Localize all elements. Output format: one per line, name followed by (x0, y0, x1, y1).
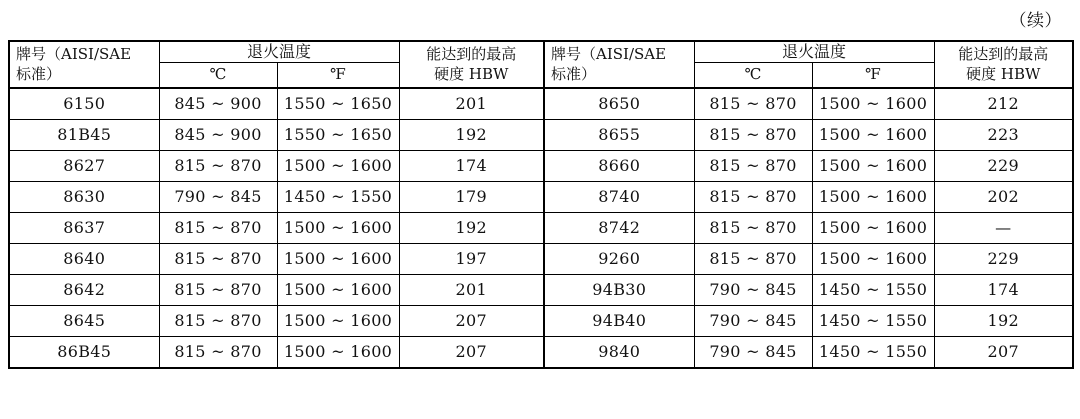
cell-grade-left: 8645 (9, 306, 159, 337)
cell-hbw-left: 192 (399, 213, 544, 244)
header-anneal-temp-left: 退火温度 (159, 41, 399, 63)
header-hardness-left-line2: 硬度 HBW (434, 64, 509, 83)
cell-grade-right: 9260 (544, 244, 694, 275)
cell-grade-right: 8655 (544, 120, 694, 151)
cell-celsius-right: 815 ~ 870 (694, 182, 812, 213)
data-table (8, 40, 1074, 369)
cell-grade-right: 8742 (544, 213, 694, 244)
cell-fahrenheit-right: 1500 ~ 1600 (812, 213, 934, 244)
header-grade-left (9, 41, 159, 88)
cell-grade-left: 8637 (9, 213, 159, 244)
cell-hbw-right: 212 (934, 88, 1073, 120)
cell-hbw-right: 202 (934, 182, 1073, 213)
table-row (9, 213, 1073, 244)
cell-hbw-left: 174 (399, 151, 544, 182)
cell-celsius-right: 815 ~ 870 (694, 151, 812, 182)
cell-fahrenheit-right: 1450 ~ 1550 (812, 275, 934, 306)
cell-celsius-right: 815 ~ 870 (694, 120, 812, 151)
table-header (9, 41, 1073, 88)
cell-celsius-right: 815 ~ 870 (694, 213, 812, 244)
cell-celsius-right: 815 ~ 870 (694, 88, 812, 120)
cell-hbw-right: 229 (934, 151, 1073, 182)
header-hardness-left (399, 41, 544, 88)
cell-hbw-left: 192 (399, 120, 544, 151)
cell-grade-right: 8660 (544, 151, 694, 182)
cell-celsius-left: 815 ~ 870 (159, 213, 277, 244)
table-row (9, 182, 1073, 213)
cell-grade-right: 8740 (544, 182, 694, 213)
cell-hbw-left: 207 (399, 337, 544, 369)
cell-fahrenheit-left: 1500 ~ 1600 (277, 244, 399, 275)
table-row (9, 120, 1073, 151)
cell-celsius-left: 815 ~ 870 (159, 244, 277, 275)
cell-grade-right: 8650 (544, 88, 694, 120)
annealing-temperature-table (8, 40, 1072, 369)
cell-fahrenheit-left: 1500 ~ 1600 (277, 337, 399, 369)
table-row (9, 306, 1073, 337)
cell-grade-left: 6150 (9, 88, 159, 120)
cell-celsius-right: 790 ~ 845 (694, 306, 812, 337)
header-grade-right-line2: 标准） (551, 64, 597, 83)
header-unit-fahrenheit-left: ℉ (277, 63, 399, 88)
cell-fahrenheit-right: 1500 ~ 1600 (812, 182, 934, 213)
cell-fahrenheit-right: 1500 ~ 1600 (812, 151, 934, 182)
table-row (9, 337, 1073, 369)
cell-hbw-left: 201 (399, 275, 544, 306)
cell-fahrenheit-left: 1450 ~ 1550 (277, 182, 399, 213)
cell-hbw-right: 174 (934, 275, 1073, 306)
cell-hbw-right: 229 (934, 244, 1073, 275)
cell-hbw-left: 201 (399, 88, 544, 120)
header-grade-right (544, 41, 694, 88)
cell-grade-right: 94B40 (544, 306, 694, 337)
continued-label: （续） (1009, 11, 1062, 31)
table-row (9, 88, 1073, 120)
cell-celsius-left: 815 ~ 870 (159, 337, 277, 369)
cell-celsius-left: 845 ~ 900 (159, 88, 277, 120)
cell-fahrenheit-right: 1500 ~ 1600 (812, 88, 934, 120)
header-hardness-right-line2: 硬度 HBW (966, 64, 1041, 83)
table-row (9, 275, 1073, 306)
table-row (9, 244, 1073, 275)
header-anneal-temp-right: 退火温度 (694, 41, 934, 63)
header-row-1 (9, 41, 1073, 63)
cell-fahrenheit-left: 1500 ~ 1600 (277, 275, 399, 306)
cell-celsius-right: 790 ~ 845 (694, 337, 812, 369)
table-body (9, 88, 1073, 368)
cell-grade-left: 8630 (9, 182, 159, 213)
cell-fahrenheit-left: 1500 ~ 1600 (277, 213, 399, 244)
cell-hbw-right: 207 (934, 337, 1073, 369)
cell-celsius-left: 815 ~ 870 (159, 151, 277, 182)
cell-celsius-left: 790 ~ 845 (159, 182, 277, 213)
header-unit-celsius-left: ℃ (159, 63, 277, 88)
cell-fahrenheit-right: 1500 ~ 1600 (812, 244, 934, 275)
cell-hbw-right: 192 (934, 306, 1073, 337)
header-grade-left-line2: 标准） (16, 64, 62, 83)
cell-celsius-right: 815 ~ 870 (694, 244, 812, 275)
cell-hbw-left: 197 (399, 244, 544, 275)
cell-hbw-left: 207 (399, 306, 544, 337)
header-grade-left-line1: 牌号（AISI/SAE (16, 45, 132, 63)
cell-grade-left: 8627 (9, 151, 159, 182)
cell-celsius-left: 845 ~ 900 (159, 120, 277, 151)
cell-fahrenheit-right: 1450 ~ 1550 (812, 306, 934, 337)
cell-grade-left: 81B45 (9, 120, 159, 151)
table-row (9, 151, 1073, 182)
cell-grade-right: 94B30 (544, 275, 694, 306)
cell-celsius-left: 815 ~ 870 (159, 306, 277, 337)
cell-grade-left: 8640 (9, 244, 159, 275)
cell-celsius-right: 790 ~ 845 (694, 275, 812, 306)
cell-fahrenheit-left: 1500 ~ 1600 (277, 151, 399, 182)
cell-celsius-left: 815 ~ 870 (159, 275, 277, 306)
cell-grade-right: 9840 (544, 337, 694, 369)
header-grade-right-line1: 牌号（AISI/SAE (551, 45, 667, 63)
cell-grade-left: 86B45 (9, 337, 159, 369)
header-unit-fahrenheit-right: ℉ (812, 63, 934, 88)
cell-grade-left: 8642 (9, 275, 159, 306)
cell-fahrenheit-left: 1550 ~ 1650 (277, 120, 399, 151)
cell-fahrenheit-right: 1450 ~ 1550 (812, 337, 934, 369)
cell-hbw-right: 223 (934, 120, 1073, 151)
cell-fahrenheit-right: 1500 ~ 1600 (812, 120, 934, 151)
cell-fahrenheit-left: 1550 ~ 1650 (277, 88, 399, 120)
header-hardness-right (934, 41, 1073, 88)
header-hardness-left-line1: 能达到的最高 (426, 45, 517, 63)
header-unit-celsius-right: ℃ (694, 63, 812, 88)
cell-hbw-right: — (934, 213, 1073, 244)
cell-hbw-left: 179 (399, 182, 544, 213)
cell-fahrenheit-left: 1500 ~ 1600 (277, 306, 399, 337)
header-hardness-right-line1: 能达到的最高 (958, 45, 1049, 63)
